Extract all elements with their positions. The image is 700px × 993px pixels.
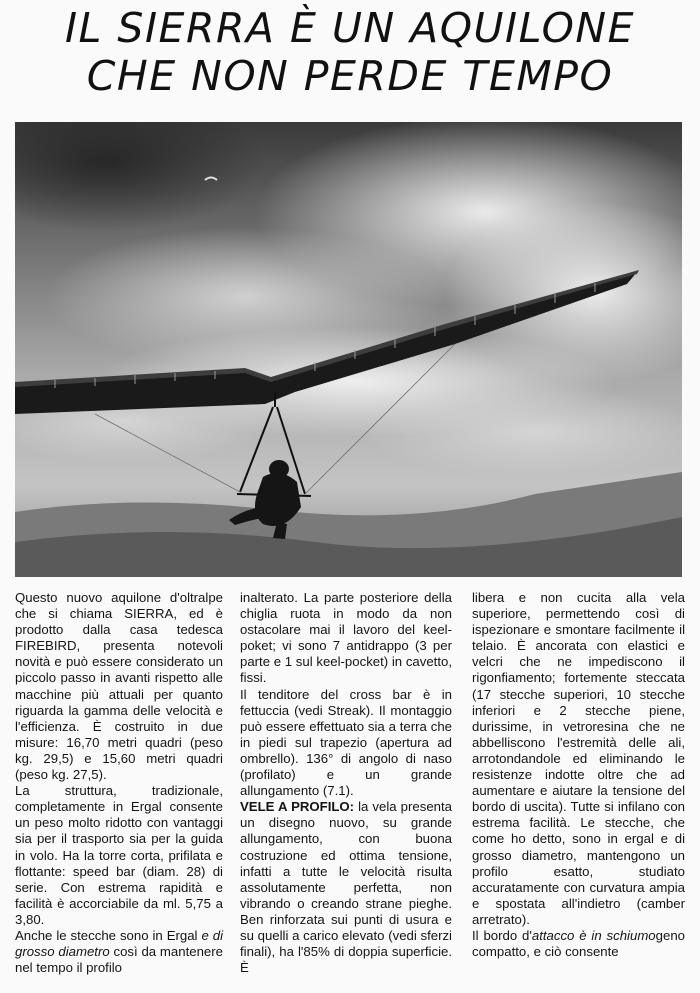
paragraph — [15, 928, 223, 976]
paragraph-text: geno compatto, e ciò consente — [472, 927, 685, 960]
paragraph: libera e non cucita alla vela superiore, permettendo così di ispezionare e smontare facilmente il telaio. È ancorata con elastici e velcri che ne impediscono il rigonfiamento; fortemente steccata (17 stecche superiori, 10 stecche inferiori e 2 stecche piene, durissime, in vetroresina che ne abbelliscono l'estremità delle ali, arrotondandole ed eliminando le resistenze indotte oltre che ad aumentare e aiutare la tensione del bordo di uscita). Tutte si infilano con estrema facilità. Le stecche, che come ho detto, sono in ergal e di grosso diametro, mantengono un profilo esatto, studiato accuratamente con curvatura ampia e spostata all'indietro (camber arretrato). — [472, 590, 685, 927]
paragraph: Questo nuovo aquilone d'oltralpe che si chiama SIERRA, ed è prodotto dalla casa tedesca FIREBIRD, presenta notevoli novità e può essere considerato un piccolo passo in avanti rispetto alle macchine più attuali per quanto riguarda la gamma delle velocità e l'efficienza. È costruito in due misure: 16,70 metri quadri (peso kg. 29,5) e 15,60 metri quadri (peso kg. 27,5). — [15, 590, 223, 783]
article-title — [0, 4, 700, 100]
text-column-3 — [472, 590, 685, 960]
paragraph-text: la vela presenta un disegno nuovo, su grande allungamento, con buona costruzione ed ottima tensione, infatti a tutte le velocità risulta assolutamente perfetta, non vibrando o creando strane pieghe. Ben rinforzata sui punti di usura e su quelli a carico elevato (vedi sferzi finali), ha l'85% di doppia superficie. È — [240, 799, 452, 976]
hang-glider-photo — [15, 122, 682, 577]
paragraph-text: Anche le stecche sono in Ergal — [15, 927, 198, 943]
paragraph — [240, 799, 452, 976]
title-line-1: IL SIERRA È UN AQUILONE — [64, 4, 636, 52]
paragraph-text: Il bordo d' — [472, 927, 532, 943]
paragraph: inalterato. La parte posteriore della chiglia ruota in modo da non ostacolare mai il lavoro del keel-poket; vi sono 7 antidrappo (3 per parte e 1 sul keel-pocket) in cavetto, fissi. — [240, 590, 452, 686]
paragraph — [472, 928, 685, 960]
section-label: VELE A PROFILO: — [240, 799, 355, 815]
title-line-2: CHE NON PERDE TEMPO — [86, 52, 614, 100]
text-column-2 — [240, 590, 452, 976]
italic-text: e di grosso diametro — [15, 927, 223, 960]
paragraph: La struttura, tradizionale, completamente in Ergal consente un peso molto ridotto con vantaggi sia per il trasporto sia per la guida in volo. Ha la torre corta, prifilata e flottante: speed bar (diam. 28) di serie. Con estrema rapidità e facilità è accorciabile da ml. 5,75 a 3,80. — [15, 783, 223, 927]
paragraph: Il tenditore del cross bar è in fettuccia (vedi Streak). Il montaggio può essere effettuato sia a terra che in piedi sul trapezio (apertura ad ombrello). 136° di angolo di naso (profilato) e un grande allungamento (7.1). — [240, 686, 452, 799]
italic-text: attacco è in schiumo — [531, 927, 656, 943]
paragraph-text: così da mantenere nel tempo il profilo — [15, 944, 223, 976]
text-column-1 — [15, 590, 223, 976]
